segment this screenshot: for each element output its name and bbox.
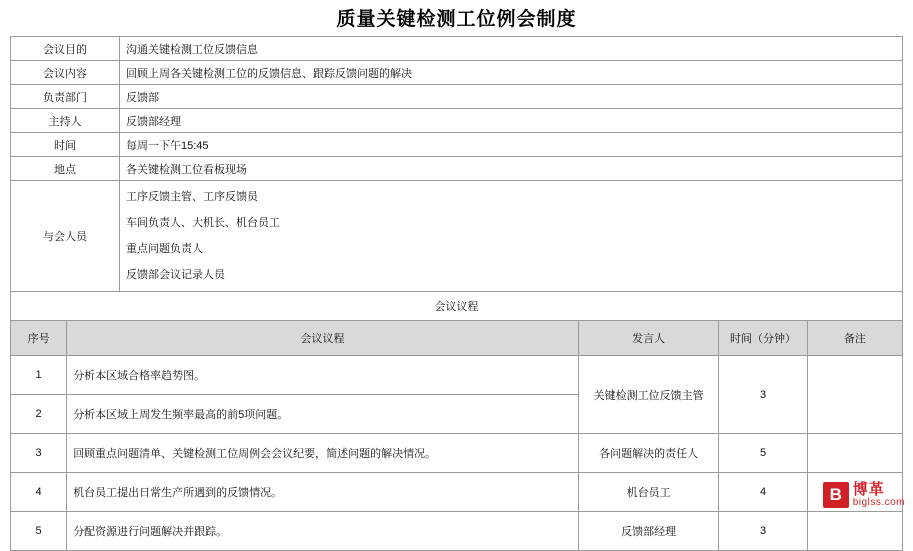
table-row (11, 157, 903, 181)
table-row (11, 512, 903, 551)
agenda-text: 分析本区域上周发生频率最高的前5项问题。 (67, 395, 579, 434)
table-row (11, 434, 903, 473)
table-row (11, 356, 903, 395)
info-label-purpose: 会议目的 (11, 37, 120, 61)
agenda-section-title: 会议议程 (11, 292, 903, 321)
agenda-no: 1 (11, 356, 67, 395)
logo-text (853, 482, 905, 508)
info-label-location: 地点 (11, 157, 120, 181)
info-value-location: 各关键检测工位看板现场 (120, 157, 903, 181)
agenda-remark (807, 356, 902, 434)
agenda-header-agenda: 会议议程 (67, 321, 579, 356)
attendee-line: 反馈部会议记录人员 (126, 269, 225, 281)
agenda-time: 3 (719, 512, 807, 551)
page-title: 质量关键检测工位例会制度 (336, 9, 577, 30)
agenda-speaker: 各问题解决的责任人 (578, 434, 718, 473)
table-row-attendees (11, 181, 903, 292)
info-label-time: 时间 (11, 133, 120, 157)
table-row (11, 109, 903, 133)
table-row (11, 473, 903, 512)
agenda-no: 4 (11, 473, 67, 512)
logo-name-en: biglss.com (852, 496, 905, 508)
table-row (11, 61, 903, 85)
agenda-speaker: 关键检测工位反馈主管 (578, 356, 718, 434)
brand-logo (823, 482, 905, 508)
info-label-host: 主持人 (11, 109, 120, 133)
info-value-host: 反馈部经理 (120, 109, 903, 133)
info-value-content: 回顾上周各关键检测工位的反馈信息、跟踪反馈问题的解决 (120, 61, 903, 85)
agenda-no: 5 (11, 512, 67, 551)
table-row (11, 37, 903, 61)
logo-name-cn: 博革 (852, 480, 885, 498)
attendees-label: 与会人员 (11, 181, 120, 292)
agenda-time: 3 (719, 356, 807, 434)
agenda-speaker: 机台员工 (578, 473, 718, 512)
agenda-header-time: 时间（分钟） (719, 321, 807, 356)
attendee-line: 工序反馈主管、工序反馈员 (126, 191, 258, 203)
agenda-header-no: 序号 (11, 321, 67, 356)
logo-mark-icon: B (823, 482, 849, 508)
info-label-content: 会议内容 (11, 61, 120, 85)
agenda-speaker: 反馈部经理 (578, 512, 718, 551)
agenda-header-remark: 备注 (807, 321, 902, 356)
meeting-info-table (10, 36, 903, 321)
agenda-text: 机台员工提出日常生产所遇到的反馈情况。 (67, 473, 579, 512)
info-value-department: 反馈部 (120, 85, 903, 109)
agenda-no: 2 (11, 395, 67, 434)
table-row-section-title (11, 292, 903, 321)
agenda-no: 3 (11, 434, 67, 473)
info-label-department: 负责部门 (11, 85, 120, 109)
agenda-time: 4 (719, 473, 807, 512)
agenda-text: 分配资源进行问题解决并跟踪。 (67, 512, 579, 551)
info-value-purpose: 沟通关键检测工位反馈信息 (120, 37, 903, 61)
attendees-value (120, 181, 903, 292)
agenda-remark (807, 434, 902, 473)
agenda-header-speaker: 发言人 (578, 321, 718, 356)
agenda-table (10, 320, 903, 551)
agenda-text: 分析本区域合格率趋势图。 (67, 356, 579, 395)
agenda-time: 5 (719, 434, 807, 473)
agenda-header-row (11, 321, 903, 356)
table-row (11, 133, 903, 157)
table-row (11, 85, 903, 109)
info-value-time: 每周一下午15:45 (120, 133, 903, 157)
agenda-text: 回顾重点问题清单、关键检测工位周例会会议纪要，简述问题的解决情况。 (67, 434, 579, 473)
attendee-line: 重点问题负责人 (126, 243, 203, 255)
attendee-line: 车间负责人、大机长、机台员工 (126, 217, 280, 229)
agenda-remark (807, 512, 902, 551)
